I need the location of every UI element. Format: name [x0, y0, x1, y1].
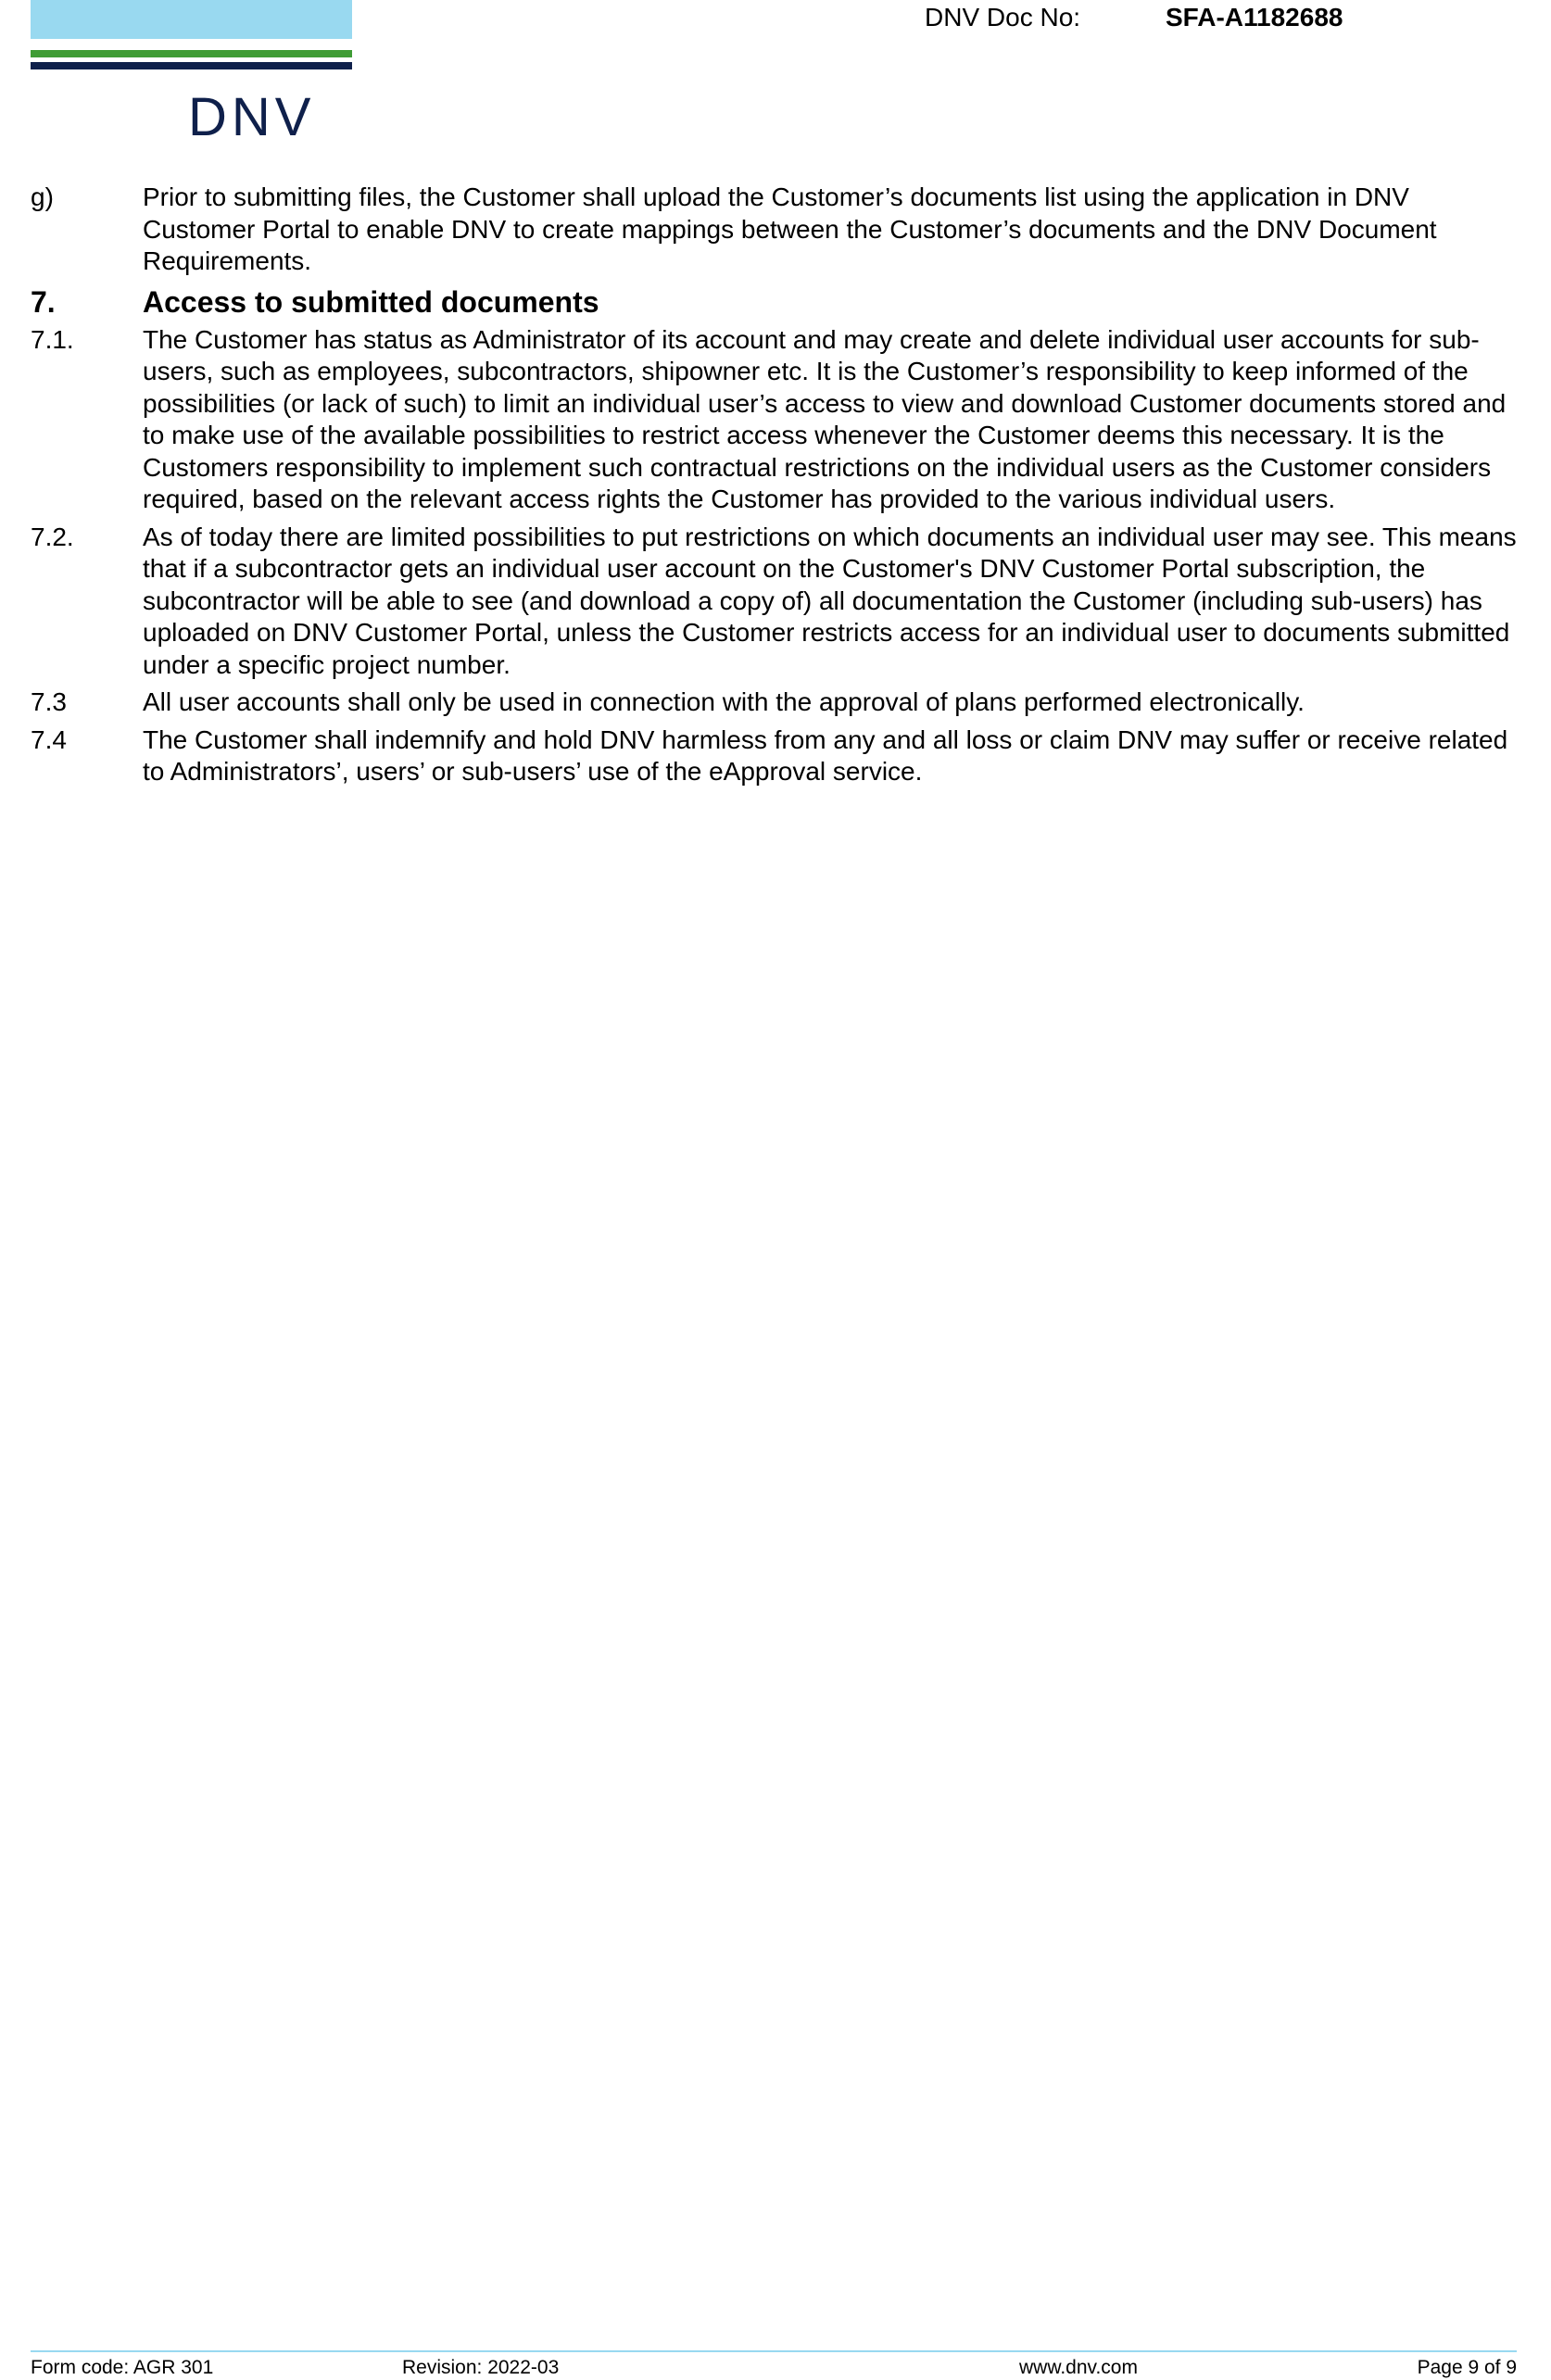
- clause-number: 7.1.: [31, 324, 74, 354]
- clause-number: 7.3: [31, 687, 67, 716]
- logo-green-stripe: [31, 50, 352, 57]
- document-body: [31, 182, 1522, 794]
- logo-sky-band: [31, 0, 352, 39]
- revision: Revision: 2022-03: [402, 2357, 560, 2378]
- clause-number: 7.2.: [31, 522, 74, 551]
- website-link[interactable]: www.dnv.com: [1019, 2357, 1138, 2378]
- doc-number-label: DNV Doc No:: [925, 3, 1081, 31]
- clause-text: The Customer shall indemnify and hold DNV harmless from any and all loss or claim DNV may suffer or receive related to Administrators’, users’ or sub-users’ use of the eApproval service.: [143, 724, 1508, 786]
- section-heading-7: [31, 283, 1522, 321]
- logo-navy-stripe: [31, 62, 352, 69]
- clause-number: g): [31, 183, 54, 211]
- logo-wordmark: DNV: [188, 87, 316, 147]
- page-number: Page 9 of 9: [1417, 2357, 1517, 2378]
- clause-text: Prior to submitting files, the Customer shall upload the Customer’s documents list using the application in DNV Customer Portal to enable DNV to create mappings between the Customer’s documents and the DNV Document Requirements.: [143, 183, 1437, 275]
- page-footer: [31, 2350, 1517, 2378]
- section-title: Access to submitted documents: [143, 284, 599, 319]
- clause-g: [31, 182, 1522, 278]
- doc-number-value: SFA-A1182688: [1166, 3, 1343, 31]
- clause-text: As of today there are limited possibilities to put restrictions on which documents an individual user may see. This means that if a subcontractor gets an individual user account on the Customer's DNV Customer Portal subscription, the subcontractor will be able to see (and download a copy of) all documentation the Customer (including sub-users) has uploaded on DNV Customer Portal, unless the Customer restricts access for an individual user to documents submitted under a specific project number.: [143, 522, 1517, 679]
- clause-text: The Customer has status as Administrator of its account and may create and delete individual user accounts for sub-users, such as employees, subcontractors, shipowner etc. It is the Customer’s responsibility to keep informed of the possibilities (or lack of such) to limit an individual user’s access to view and download Customer documents stored and to make use of the available possibilities to restrict access whenever the Customer deems this necessary. It is the Customers responsibility to implement such contractual restrictions on the individual users as the Customer considers required, based on the relevant access rights the Customer has provided to the various individual users.: [143, 324, 1507, 513]
- clause-text: All user accounts shall only be used in connection with the approval of plans performed electronically.: [143, 687, 1305, 716]
- clause-7-4: [31, 724, 1522, 788]
- clause-7-1: [31, 324, 1522, 516]
- clause-7-3: [31, 686, 1522, 719]
- form-code: Form code: AGR 301: [31, 2357, 214, 2378]
- clause-7-2: [31, 522, 1522, 682]
- section-number: 7.: [31, 284, 56, 319]
- clause-number: 7.4: [31, 724, 67, 754]
- dnv-logo: [31, 0, 352, 147]
